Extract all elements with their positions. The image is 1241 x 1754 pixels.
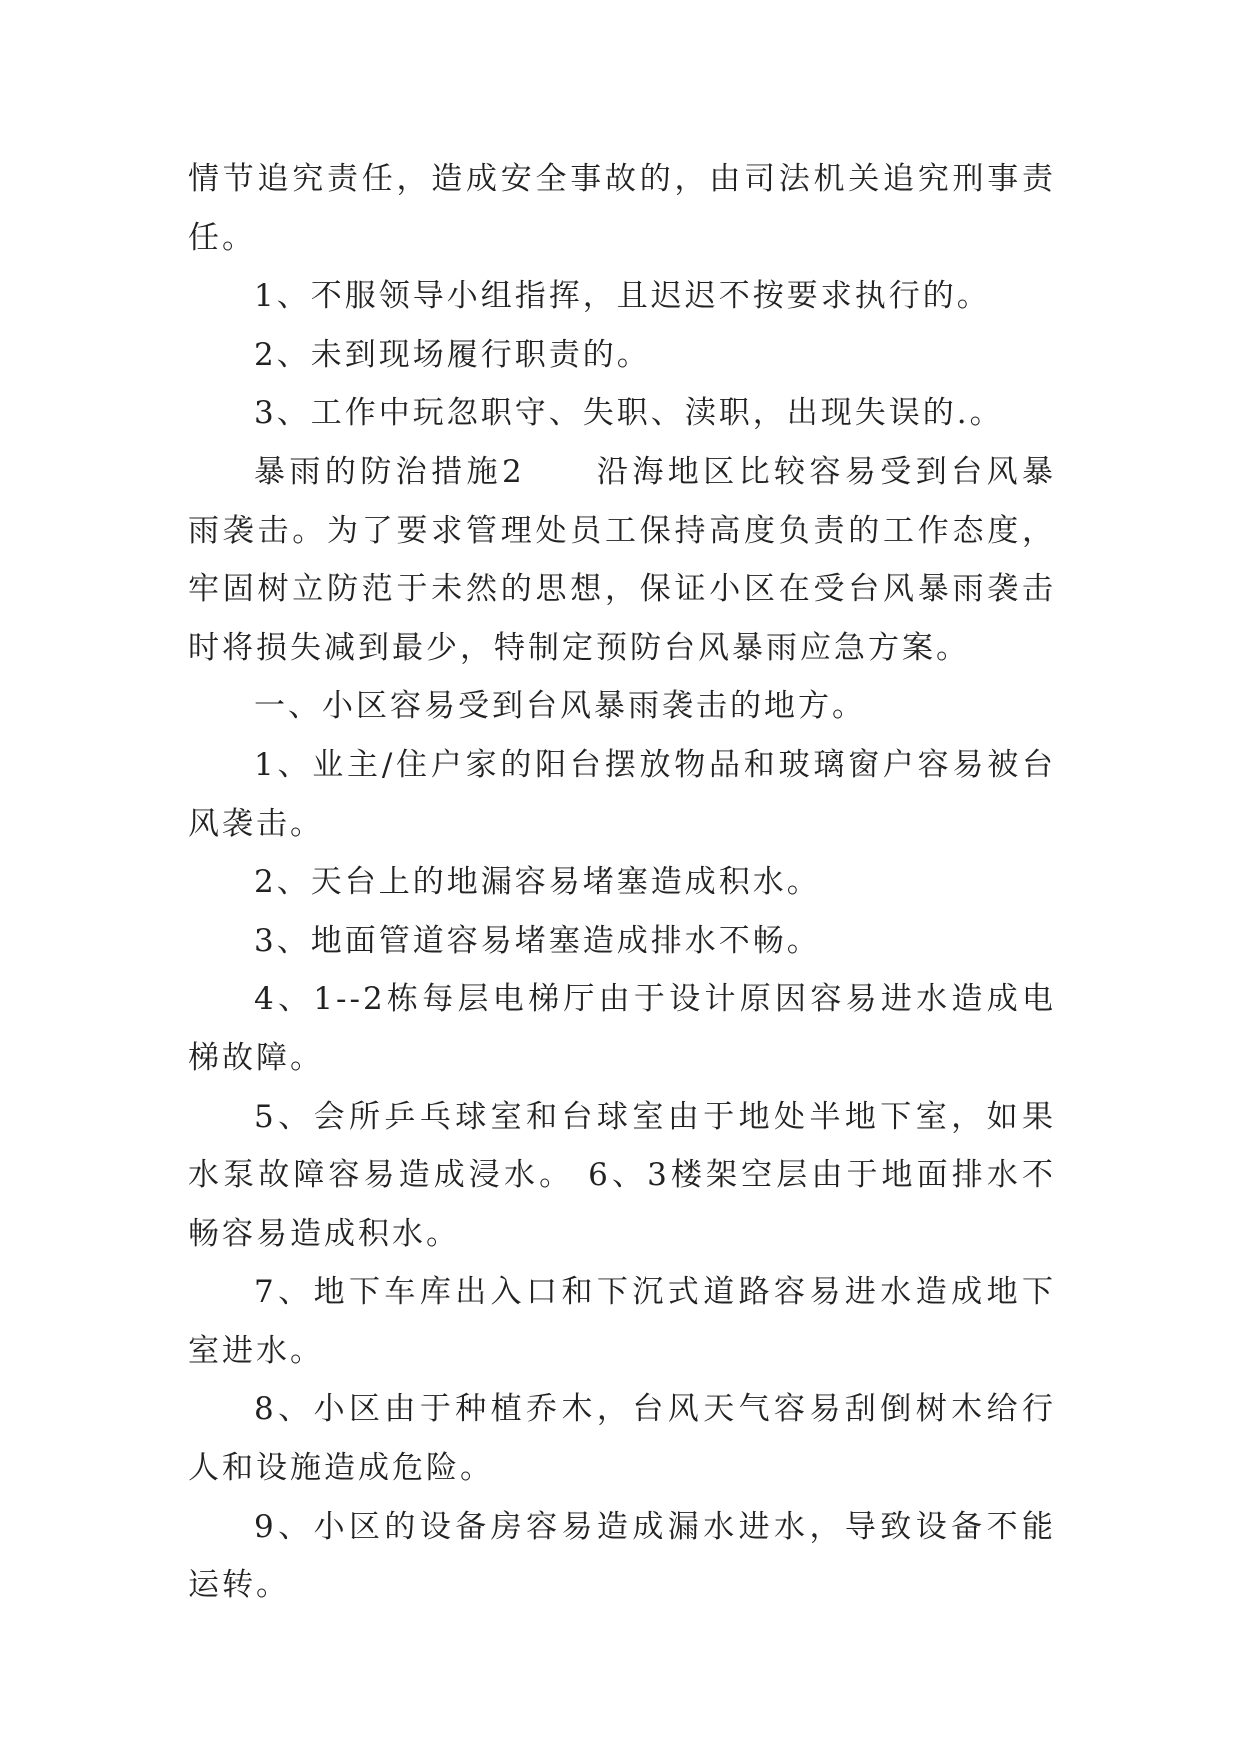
paragraph-13: 8、小区由于种植乔木，台风天气容易刮倒树木给行人和设施造成危险。 xyxy=(188,1391,1056,1487)
paragraph-7: 1、业主/住户家的阳台摆放物品和玻璃窗户容易被台风袭击。 xyxy=(188,746,1056,842)
document-body xyxy=(188,150,1056,1615)
paragraph-14: 9、小区的设备房容易造成漏水进水，导致设备不能运转。 xyxy=(188,1508,1056,1604)
paragraph-9: 3、地面管道容易堵塞造成排水不畅。 xyxy=(254,922,821,959)
paragraph-5: 暴雨的防治措施2 沿海地区比较容易受到台风暴雨袭击。为了要求管理处员工保持高度负责的工作态度，牢固树立防范于未然的思想，保证小区在受台风暴雨袭击时将损失减到最少，特制定预防台风暴雨应急方案。 xyxy=(188,453,1056,666)
paragraph-12: 7、地下车库出入口和下沉式道路容易进水造成地下室进水。 xyxy=(188,1274,1056,1369)
paragraph-2: 1、不服领导小组指挥，且迟迟不按要求执行的。 xyxy=(254,278,991,315)
paragraph-1: 情节追究责任，造成安全事故的，由司法机关追究刑事责任。 xyxy=(188,161,1056,256)
paragraph-8: 2、天台上的地漏容易堵塞造成积水。 xyxy=(254,864,821,901)
paragraph-4: 3、工作中玩忽职守、失职、渎职，出现失误的.。 xyxy=(254,395,1004,432)
paragraph-11: 5、会所乒乓球室和台球室由于地处半地下室，如果水泵故障容易造成浸水。 6、3楼架空层由于地面排水不畅容易造成积水。 xyxy=(188,1098,1056,1252)
paragraph-10: 4、1--2栋每层电梯厅由于设计原因容易进水造成电梯故障。 xyxy=(188,981,1056,1076)
paragraph-6: 一、小区容易受到台风暴雨袭击的地方。 xyxy=(254,688,866,725)
paragraph-3: 2、未到现场履行职责的。 xyxy=(254,336,651,373)
